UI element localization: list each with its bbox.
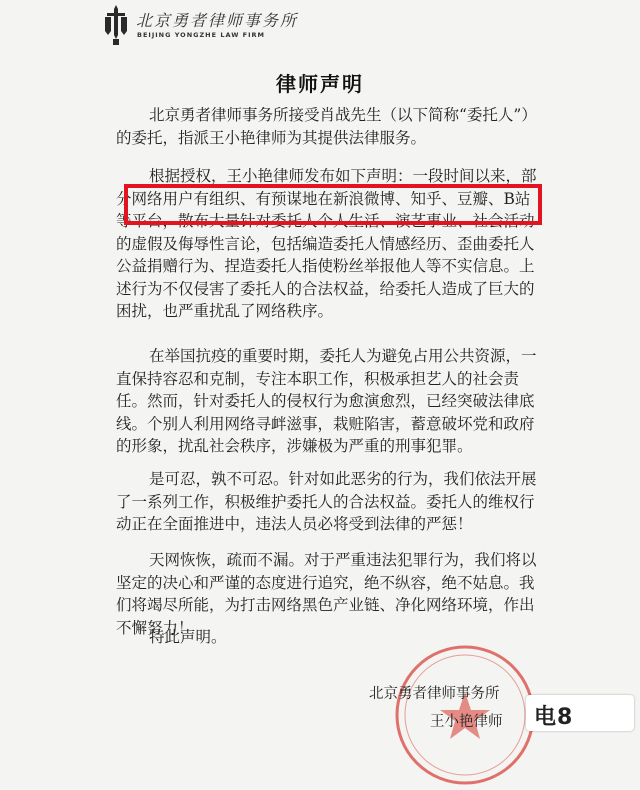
paragraph-1-text: 北京勇者律师事务所接受肖战先生（以下简称“委托人”）的委托，指派王小艳律师为其提供法律服务。 <box>116 106 537 147</box>
signature-lawyer: 王小艳律师 <box>430 714 503 730</box>
red-highlight-box <box>124 184 542 225</box>
paragraph-2-text: 根据授权，王小艳律师发布如下声明：一段时间以来，部分网络用户有组织、有预谋地在新浪微博、知乎、豆瓣、B站等平台，散布大量针对委托人个人生活、演艺事业、社会活动的虚假及侮辱性言论，包括编造委托人情感经历、歪曲委托人公益捐赠行为、捏造委托人指使粉丝举报他人等不实信息。上述行为不仅侵害了委托人的合法权益，给委托人造成了巨大的困扰，也严重扰乱了网络秩序。 <box>116 167 537 320</box>
paragraph-3-text: 在举国抗疫的重要时期，委托人为避免占用公共资源，一直保持容忍和克制，专注本职工作，积极承担艺人的社会责任。然而，针对委托人的侵权行为愈演愈烈，已经突破法律底线。个别人利用网络寻衅滋事，栽赃陷害，蓄意破坏党和政府的形象，扰乱社会秩序，涉嫌极为严重的刑事犯罪。 <box>116 347 537 455</box>
paragraph-4 <box>116 468 541 536</box>
watermark-text: 电8 <box>534 705 574 730</box>
paragraph-4-text: 是可忍，孰不可忍。针对如此恶劣的行为，我们依法开展了一系列工作，积极维护委托人的合法权益。委托人的维权行动正在全面推进中，违法人员必将受到法律的严惩！ <box>116 470 537 533</box>
signature-firm: 北京勇者律师事务所 <box>369 686 500 702</box>
document-title: 律师声明 <box>276 72 364 96</box>
paragraph-1 <box>116 104 541 149</box>
paragraph-5-text: 天网恢恢，疏而不漏。对于严重违法犯罪行为，我们将以坚定的决心和严谨的态度进行追究，绝不纵容，绝不姑息。我们将竭尽所能，为打击网络黑色产业链、净化网络环境，作出不懈努力！ <box>116 551 537 637</box>
firm-logo-icon <box>103 5 129 45</box>
closing-statement: 特此声明。 <box>149 628 227 646</box>
firm-name-cn: 北京勇者律师事务所 <box>136 11 299 30</box>
paragraph-3 <box>116 345 541 458</box>
firm-name-en: BEIJING YONGZHE LAW FIRM <box>137 31 265 39</box>
